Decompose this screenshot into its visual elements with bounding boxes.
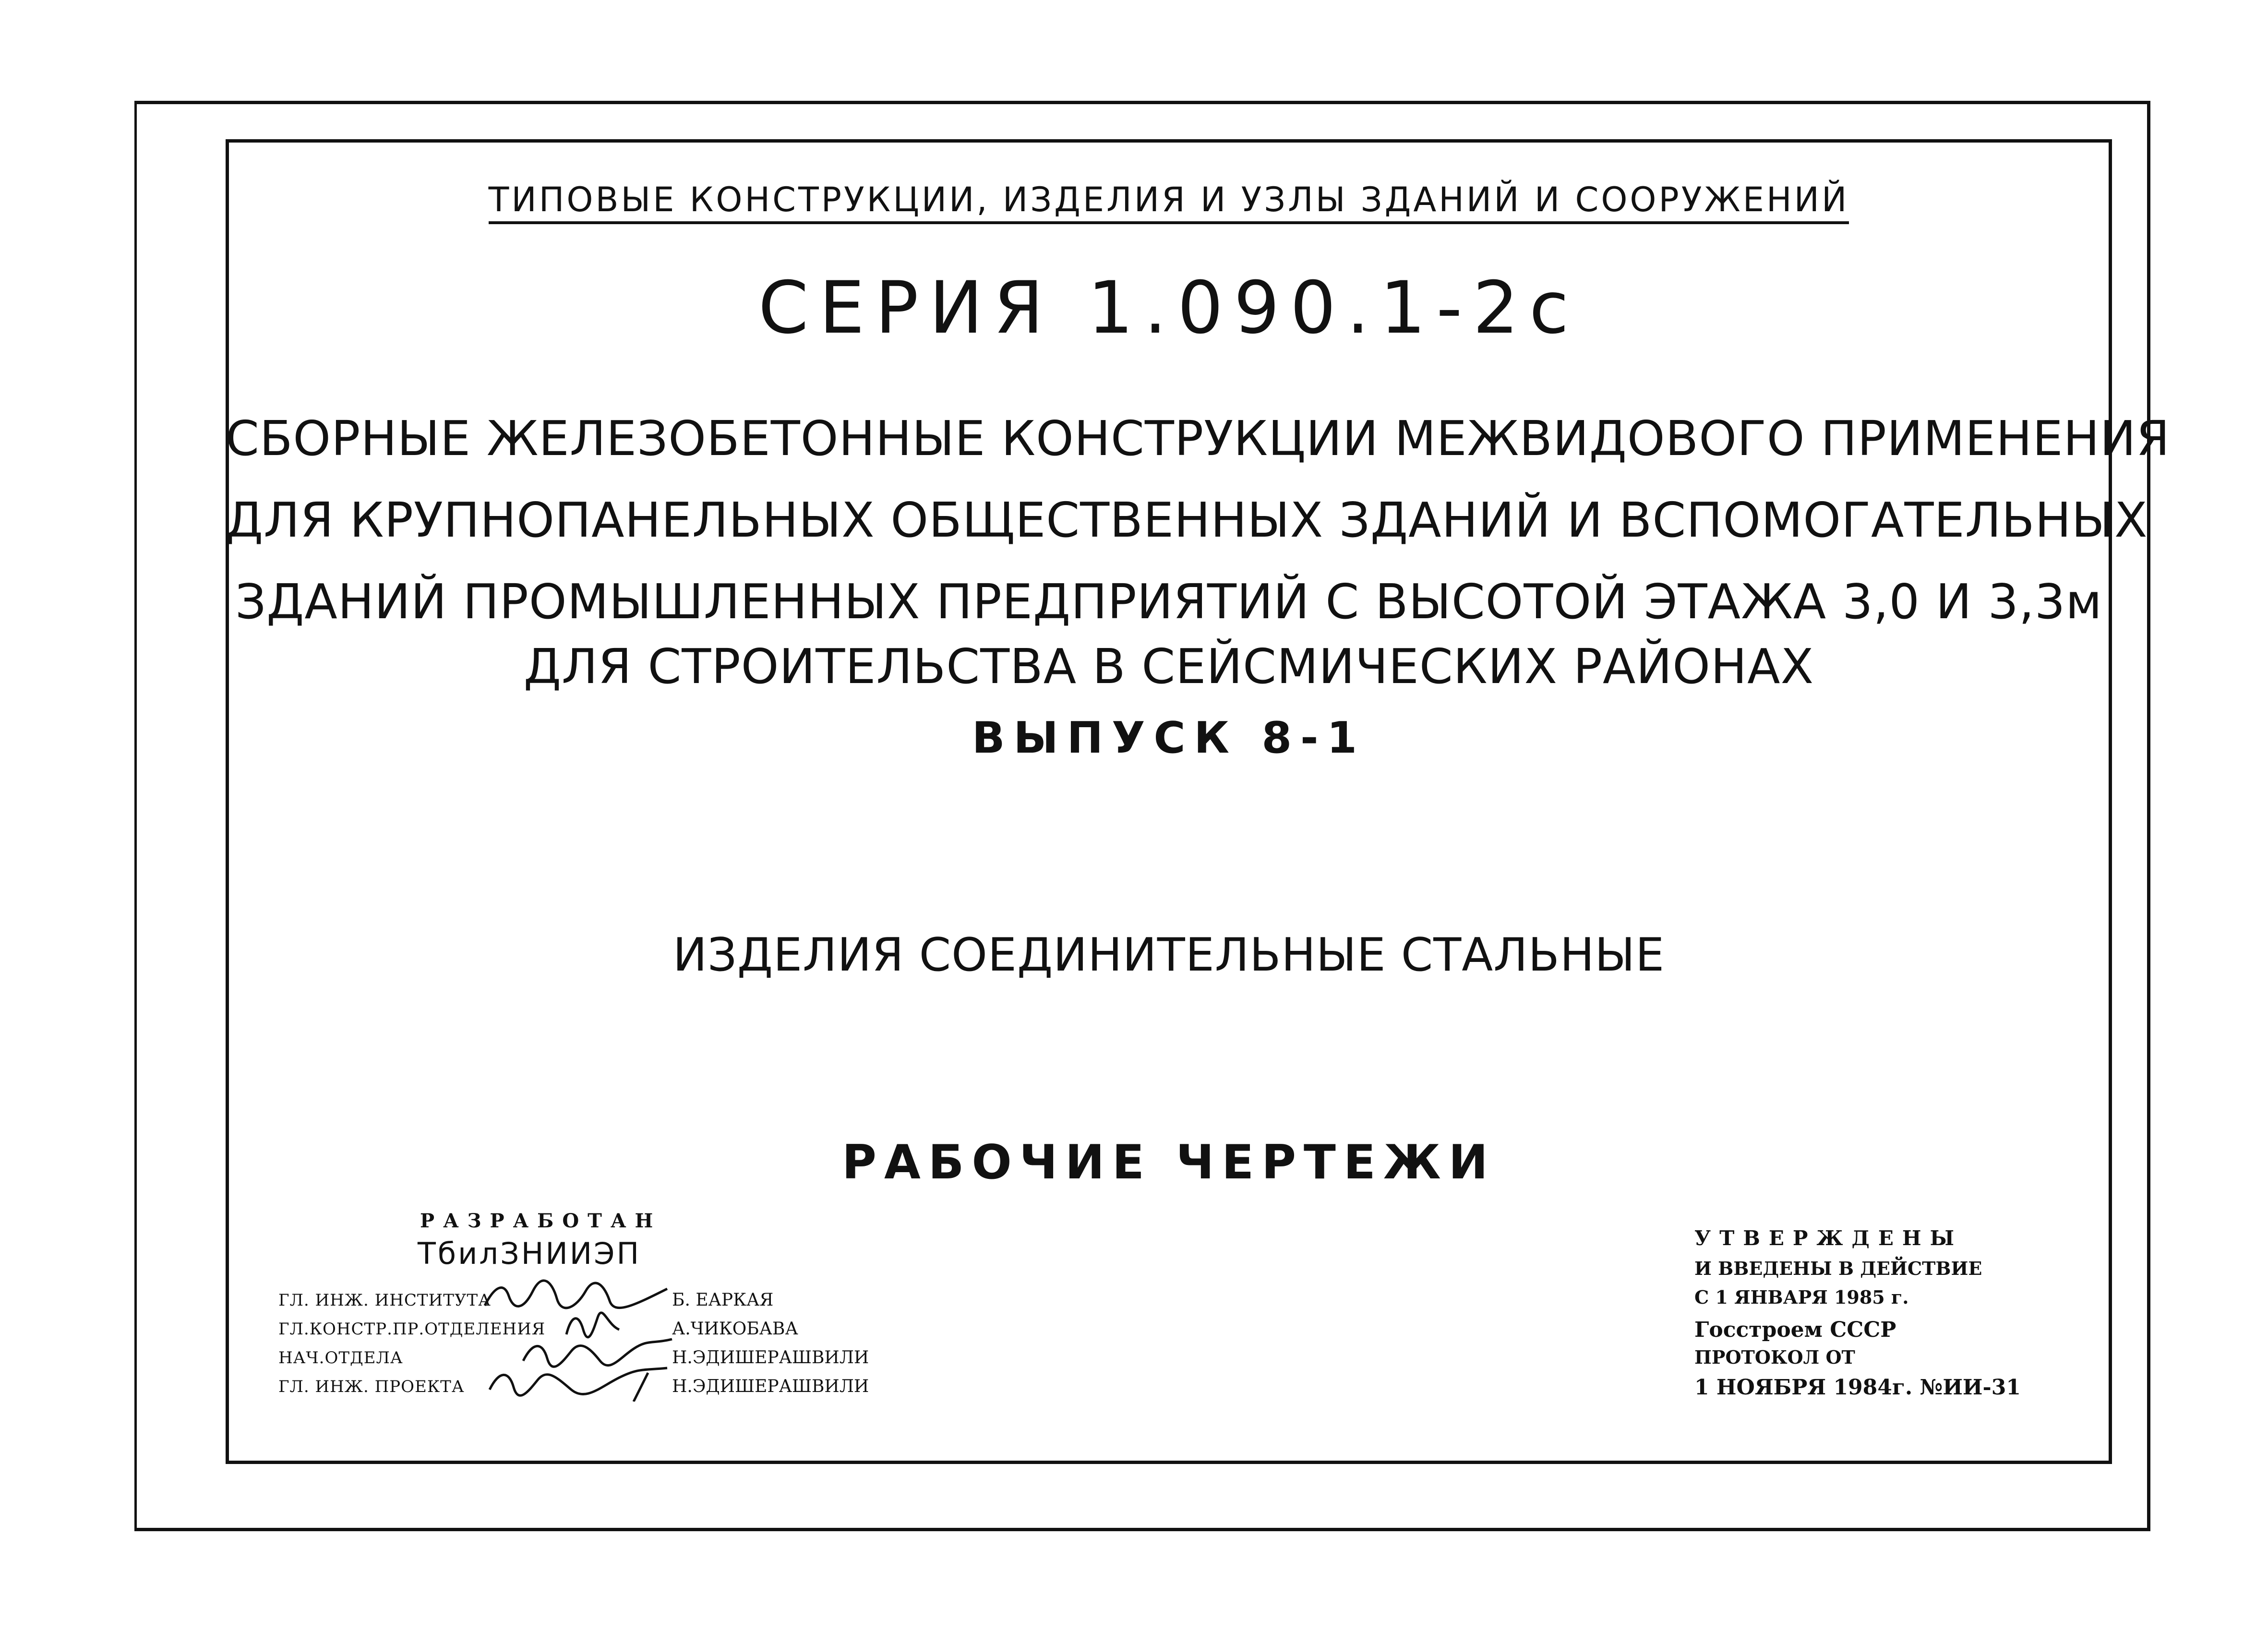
approval-line: ПРОТОКОЛ ОТ	[1694, 1346, 1855, 1368]
signatory-row	[278, 1370, 902, 1399]
approval-block	[1694, 1226, 2078, 1418]
description-line-2: ДЛЯ КРУПНОПАНЕЛЬНЫХ ОБЩЕСТВЕННЫХ ЗДАНИЙ И ВСПОМОГАТЕЛЬНЫХ	[226, 492, 2148, 548]
series-caption-text: ТИПОВЫЕ КОНСТРУКЦИИ, ИЗДЕЛИЯ И УЗЛЫ ЗДАНИЙ И СООРУЖЕНИЙ	[489, 180, 1849, 224]
description-line-1: СБОРНЫЕ ЖЕЛЕЗОБЕТОННЫЕ КОНСТРУКЦИИ МЕЖВИДОВОГО ПРИМЕНЕНИЯ	[226, 410, 2171, 467]
description-line-4: ДЛЯ СТРОИТЕЛЬСТВА В СЕЙСМИЧЕСКИХ РАЙОНАХ	[523, 638, 1814, 695]
approval-line: И ВВЕДЕНЫ В ДЕЙСТВИЕ	[1694, 1258, 1982, 1279]
signatory-position: ГЛ.КОНСТР.ПР.ОТДЕЛЕНИЯ	[278, 1320, 546, 1339]
signatory-name: Н.ЭДИШЕРАШВИЛИ	[672, 1377, 869, 1396]
approval-line: Госстроем СССР	[1694, 1318, 1896, 1342]
developer-block	[278, 1210, 902, 1411]
signatory-name: Н.ЭДИШЕРАШВИЛИ	[672, 1348, 869, 1368]
series-caption	[226, 180, 2112, 219]
document-subtitle: ИЗДЕЛИЯ СОЕДИНИТЕЛЬНЫЕ СТАЛЬНЫЕ	[672, 929, 1665, 982]
developer-organization: ТбилЗНИИЭП	[418, 1236, 641, 1271]
signatory-position: ГЛ. ИНЖ. ПРОЕКТА	[278, 1377, 465, 1396]
issue-number: ВЫПУСК 8-1	[972, 713, 1366, 763]
description-line-3: ЗДАНИЙ ПРОМЫШЛЕННЫХ ПРЕДПРИЯТИЙ С ВЫСОТОЙ ЭТАЖА 3,0 И 3,3м	[235, 574, 2102, 630]
series-title: СЕРИЯ 1.090.1-2с	[758, 266, 1580, 350]
signatory-position: ГЛ. ИНЖ. ИНСТИТУТА	[278, 1291, 491, 1310]
approval-heading: УТВЕРЖДЕНЫ	[1694, 1226, 1963, 1250]
developer-heading: РАЗРАБОТАН	[420, 1210, 662, 1232]
document-type: РАБОЧИЕ ЧЕРТЕЖИ	[842, 1135, 1496, 1190]
approval-line: С 1 ЯНВАРЯ 1985 г.	[1694, 1286, 1909, 1308]
signatory-name: А.ЧИКОБАВА	[672, 1319, 798, 1339]
handwritten-signature	[475, 1363, 677, 1402]
signatory-name: Б. ЕАРКАЯ	[672, 1290, 774, 1310]
signatory-position: НАЧ.ОТДЕЛА	[278, 1348, 403, 1368]
approval-line: 1 НОЯБРЯ 1984г. №ИИ-31	[1694, 1375, 2021, 1400]
